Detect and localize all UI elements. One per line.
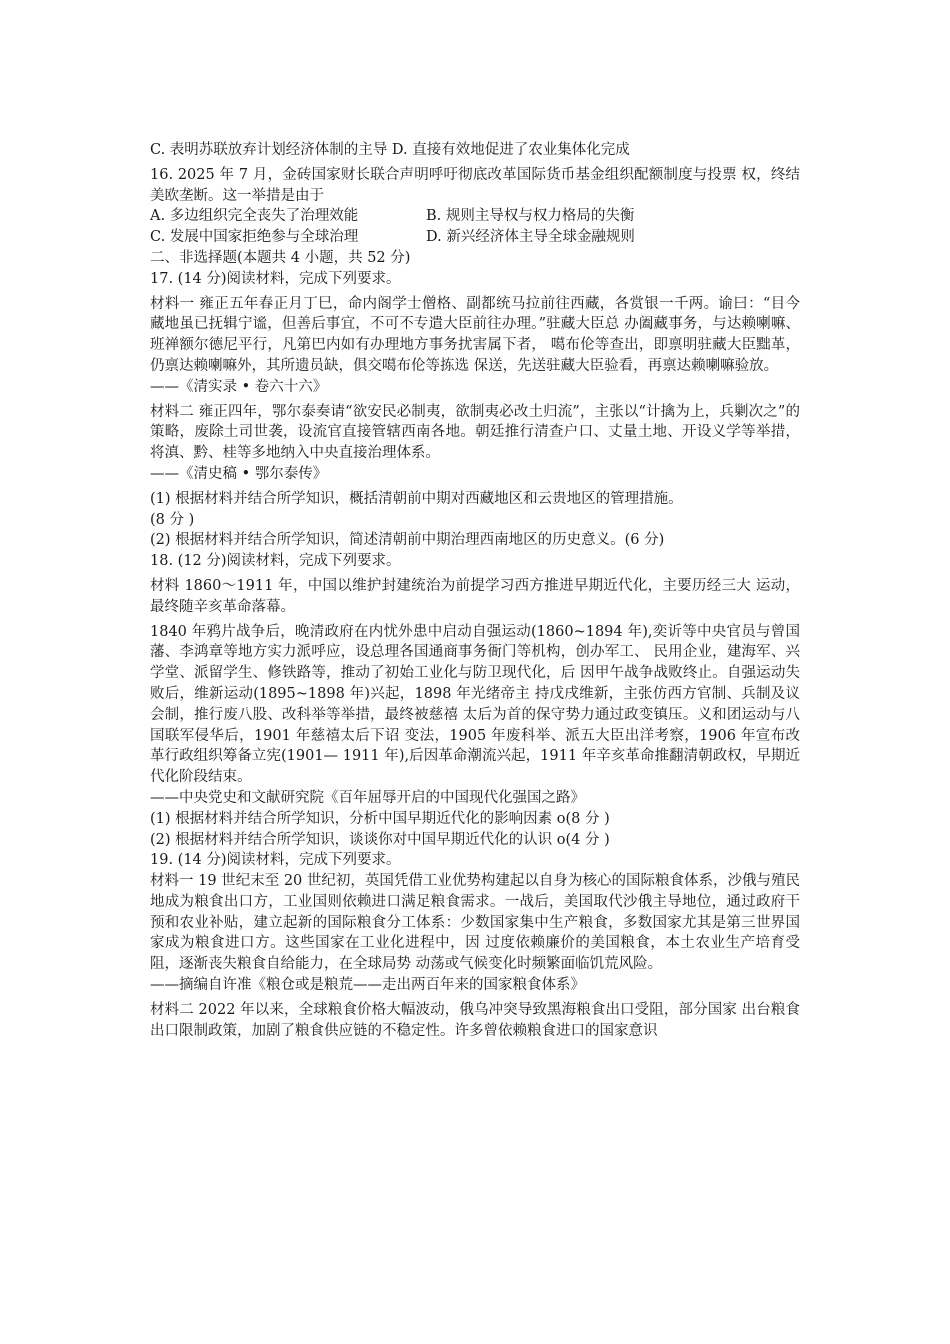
q17-title: 17. (14 分)阅读材料，完成下列要求。 [150,270,401,287]
q17-requirement-1-score: (8 分 ) [150,511,195,528]
q16-option-a: A. 多边组织完全丧失了治理效能 [150,208,359,225]
q18-material-body: 1840 年鸦片战争后，晚清政府在内忧外患中启动自强运动(1860~1894 年),奕䜣等中央官员与曾国藩、李鸿章等地方实力派呼应，设总理各国通商事务衙门等机构，创办军工、 民用企业，建海军、兴学堂、派留学生、修铁路等，推动了初始工业化与防卫现代化，后 因甲午战争战败终止。自强运动失败后，维新运动(1895~1898 年)兴起，1898 年光绪帝主 持戊戌维新，主张仿西方官制、兵制及议会制，推行废八股、改科举等举措，最终被慈禧 太后为首的保守势力通过政变镇压。义和团运动与八国联军侵华后，1901 年慈禧太后下诏 变法，1905 年废科举、派五大臣出洋考察，1906 年宣布改革行政组织筹备立宪(1901— 1911 年),后因革命潮流兴起，1911 年辛亥革命推翻清朝政权，早期近代化阶段结束。 [150,623,800,786]
q18-source: ——中央党史和文献研究院《百年屈辱开启的中国现代化强国之路》 [150,789,585,806]
q16-stem: 16. 2025 年 7 月，金砖国家财长联合声明呼吁彻底改革国际货币基金组织配额制度与投票 权，终结美欧垄断。这一举措是由于 [150,166,800,204]
q15-options-cd: C. 表明苏联放弃计划经济体制的主导 D. 直接有效地促进了农业集体化完成 [150,142,630,158]
exam-page [150,140,800,1041]
q16-option-d: D. 新兴经济体主导全球金融规则 [426,229,635,246]
q16-options-ab [150,206,800,227]
q17-source-2: ——《清史稿 • 鄂尔泰传》 [150,465,328,482]
q16-option-c: C. 发展中国家拒绝参与全球治理 [150,229,359,246]
q18-material-intro: 材料 1860～1911 年，中国以维护封建统治为前提学习西方推进早期近代化，主要历经三大 运动，最终随辛亥革命落幕。 [150,577,800,615]
q16-options-cd [150,227,800,248]
q17-requirement-1: (1) 根据材料并结合所学知识，概括清朝前中期对西藏地区和云贵地区的管理措施。 [150,490,683,507]
q18-requirement-1: (1) 根据材料并结合所学知识，分析中国早期近代化的影响因素 o(8 分 ) [150,810,610,827]
q18-title: 18. (12 分)阅读材料，完成下列要求。 [150,553,401,570]
q17-requirement-2: (2) 根据材料并结合所学知识，简述清朝前中期治理西南地区的历史意义。(6 分) [150,532,665,549]
q19-source-1: ——摘编自许准《粮仓或是粮荒——走出两百年来的国家粮食体系》 [150,977,585,994]
q19-material-2: 材料二 2022 年以来，全球粮食价格大幅波动，俄乌冲突导致黑海粮食出口受阻，部分国家 出台粮食出口限制政策，加剧了粮食供应链的不稳定性。许多曾依赖粮食进口的国家意识 [150,1001,800,1039]
q18-requirement-2: (2) 根据材料并结合所学知识，谈谈你对中国早期近代化的认识 o(4 分 ) [150,831,610,848]
q17-source-1: ——《清实录 • 卷六十六》 [150,378,328,395]
section-heading: 二、非选择题(本题共 4 小题，共 52 分) [150,249,411,266]
q17-material-2: 材料二 雍正四年，鄂尔泰奏请“欲安民必制夷，欲制夷必改土归流”，主张以“计擒为上，兵剿次之”的策略，废除土司世袭，设流官直接管辖西南各地。朝廷推行清查户口、丈量土地、开设义学等举措，将滇、黔、桂等多地纳入中央直接治理体系。 [150,403,800,462]
q17-material-1: 材料一 雍正五年春正月丁巳，命内阁学士僧格、副都统马拉前往西藏，各赏银一千两。谕曰：“目今藏地虽已抚辑宁谧，但善后事宜，不可不专遣大臣前往办理。”驻藏大臣总 办阖藏事务，与达赖喇嘛、班禅额尔德尼平行，凡第巴内如有办理地方事务扰害属下者， 噶布伦等查出，即禀明驻藏大臣黜革，仍禀达赖喇嘛外，其所遗员缺，俱交噶布伦等拣选 保送，先送驻藏大臣验看，再禀达赖喇嘛验放。 [150,295,800,374]
q16-option-b: B. 规则主导权与权力格局的失衡 [426,208,635,225]
q19-title: 19. (14 分)阅读材料，完成下列要求。 [150,852,401,869]
q19-material-1: 材料一 19 世纪末至 20 世纪初，英国凭借工业优势构建起以自身为核心的国际粮食体系，沙俄与殖民地成为粮食出口方，工业国则依赖进口满足粮食需求。一战后，美国取代沙俄主导地位，通过政府干预和农业补贴，建立起新的国际粮食分工体系：少数国家集中生产粮食，多数国家尤其是第三世界国家成为粮食进口方。这些国家在工业化进程中，因 过度依赖廉价的美国粮食，本土农业生产培育受阻，逐渐丧失粮食自给能力，在全球局势 动荡或气候变化时频繁面临饥荒风险。 [150,873,800,973]
